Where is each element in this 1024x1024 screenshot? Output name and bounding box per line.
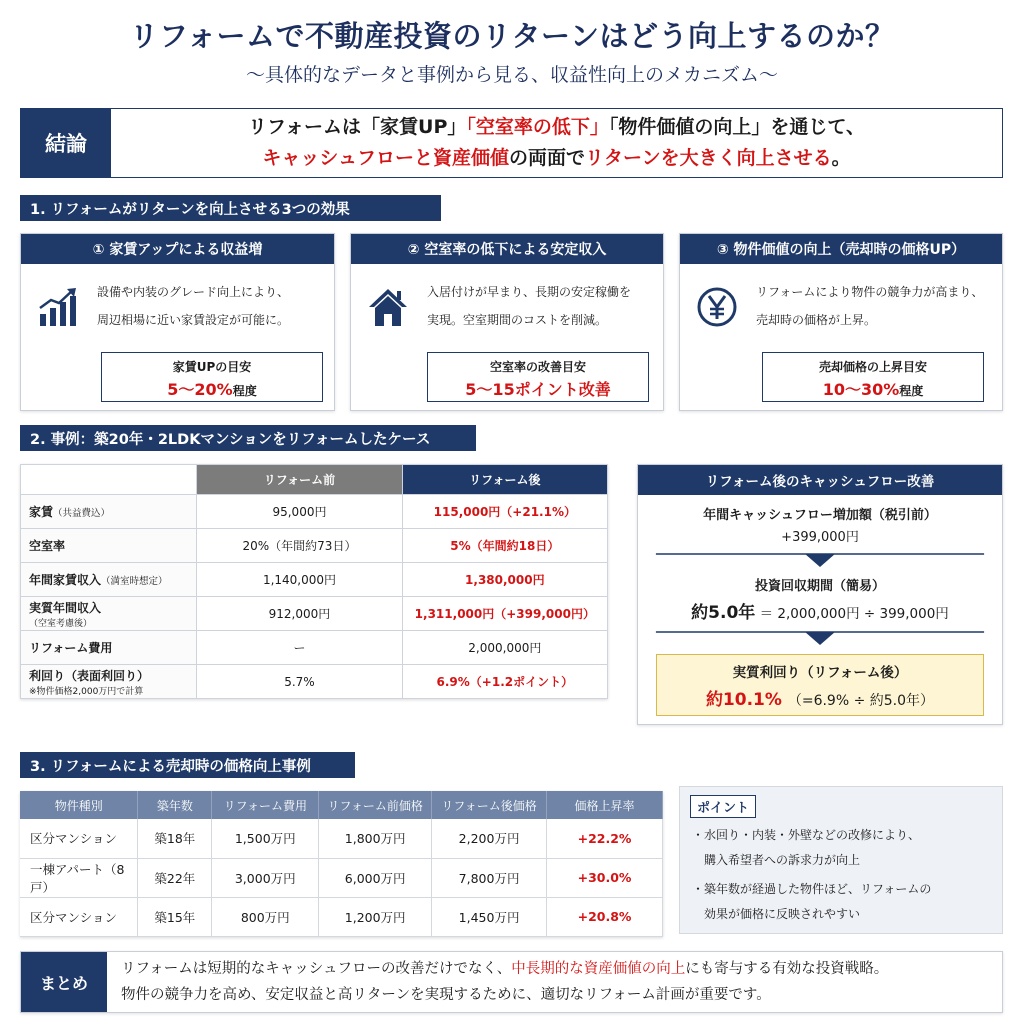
row-label [21, 665, 197, 699]
effect-description [427, 278, 631, 334]
table-row [21, 529, 608, 563]
page-title: リフォームで不動産投資のリターンはどう向上するのか？ [129, 19, 895, 53]
case-comparison-table [20, 464, 608, 699]
table-cell: 800万円 [212, 897, 319, 936]
table-cell: 築22年 [138, 858, 212, 897]
effect-target-value: 10〜30% [822, 380, 900, 399]
effect-desc-line: 設備や内装のグレード向上により、 [97, 285, 290, 299]
row-label-text: 利回り（表面利回り） [29, 668, 150, 683]
conclusion-tag: 結論 [21, 109, 111, 177]
bar-chart-up-icon [37, 286, 79, 328]
effect-target-suffix: 程度 [899, 384, 924, 398]
effect-desc-line: 売却時の価格が上昇。 [756, 313, 877, 327]
summary-text: リフォームは短期的なキャッシュフローの改善だけでなく、 [121, 961, 512, 977]
real-yield-formula: （=6.9% ÷ 約5.0年） [787, 693, 935, 709]
real-yield-box [656, 654, 984, 716]
row-label-text: 空室率 [29, 539, 66, 553]
effect-desc-line: リフォームにより物件の競争力が高まり、 [756, 285, 984, 299]
before-value: ー [197, 631, 402, 665]
down-arrow-icon [638, 553, 1002, 569]
table-cell: +20.8% [547, 897, 663, 936]
table-header-row [20, 791, 663, 819]
effect-heading: ③ 物件価値の向上（売却時の価格UP） [680, 234, 1002, 264]
table-cell: 3,000万円 [212, 858, 319, 897]
effect-target-label: 売却価格の上昇目安 [818, 360, 927, 374]
payback-formula: ＝ 2,000,000円 ÷ 399,000円 [759, 606, 949, 622]
point-item-line: ・築年数が経過した物件ほど、リフォームの [692, 882, 932, 896]
conclusion-text: リフォームは「家賃UP」 [247, 116, 467, 138]
payback-value: 約5.0年 [691, 603, 756, 623]
row-label [21, 529, 197, 563]
effect-target-box [762, 352, 984, 402]
effect-card-vacancy [350, 233, 664, 411]
table-row [21, 665, 608, 699]
after-value: 2,000,000円 [402, 631, 607, 665]
row-label [21, 597, 197, 631]
effect-heading: ② 空室率の低下による安定収入 [351, 234, 663, 264]
table-row [20, 858, 663, 897]
table-header-cell: リフォーム前価格 [319, 791, 432, 819]
table-row [21, 495, 608, 529]
point-item-line: 購入希望者への訴求力が向上 [704, 853, 861, 867]
conclusion-text: 「物件価値の向上」を通じて、 [608, 116, 866, 138]
table-cell: 1,200万円 [319, 897, 432, 936]
table-cell: 1,800万円 [319, 819, 432, 858]
table-header-cell [21, 465, 197, 495]
effect-desc-line: 実現。空室期間のコストを削減。 [427, 313, 608, 327]
row-label-text: リフォーム費用 [29, 641, 113, 655]
summary-tag: まとめ [21, 952, 107, 1012]
row-label-small: （満室時想定） [101, 576, 168, 587]
table-cell: 7,800万円 [432, 858, 547, 897]
conclusion-line-2 [262, 143, 850, 174]
table-row [21, 563, 608, 597]
row-label-note: （空室考慮後） [29, 618, 93, 629]
table-header-cell: 築年数 [138, 791, 212, 819]
summary-line-1 [121, 956, 1002, 982]
table-header-cell: 価格上昇率 [547, 791, 663, 819]
summary-line-2: 物件の競争力を高め、安定収益と高リターンを実現するために、適切なリフォーム計画が重要です。 [121, 987, 771, 1003]
table-cell: 1,450万円 [432, 897, 547, 936]
effect-desc-line: 入居付けが早まり、長期の安定稼働を [427, 285, 632, 299]
house-icon [367, 286, 409, 328]
effect-target-value: 5〜20% [167, 380, 233, 399]
effect-target-box [427, 352, 649, 402]
effect-target-label: 家賃UPの目安 [172, 360, 252, 374]
table-row [20, 897, 663, 936]
after-value: 5%（年間約18日） [402, 529, 607, 563]
cashflow-heading: リフォーム後のキャッシュフロー改善 [638, 465, 1002, 495]
cashflow-increase [638, 505, 1002, 549]
point-tag: ポイント [690, 795, 756, 818]
table-cell: +22.2% [547, 819, 663, 858]
effect-target-label: 空室率の改善目安 [489, 360, 586, 374]
conclusion-text: の両面で [508, 147, 585, 169]
table-cell: 築15年 [138, 897, 212, 936]
before-value: 5.7% [197, 665, 402, 699]
real-yield-label: 実質利回り（リフォーム後） [732, 665, 908, 681]
after-value: 115,000円（+21.1%） [402, 495, 607, 529]
table-cell: 一棟アパート（8戸） [20, 858, 138, 897]
conclusion-text-highlight: キャッシュフローと資産価値 [262, 147, 509, 169]
real-yield-value: 約10.1% [705, 690, 782, 710]
cashflow-increase-value: +399,000円 [781, 530, 859, 545]
table-header-cell: リフォーム費用 [212, 791, 319, 819]
effect-target-suffix: 程度 [232, 384, 257, 398]
effect-description [756, 278, 983, 334]
conclusion-line-1 [248, 112, 865, 143]
page-subtitle: 〜具体的なデータと事例から見る、収益性向上のメカニズム〜 [245, 64, 778, 86]
yen-icon [696, 286, 738, 328]
row-label [21, 631, 197, 665]
table-header-row [21, 465, 608, 495]
after-value: 1,380,000円 [402, 563, 607, 597]
section-3-title: 3. リフォームによる売却時の価格向上事例 [20, 752, 355, 778]
table-header-cell: リフォーム後 [402, 465, 607, 495]
table-row [20, 819, 663, 858]
effect-card-rent-up [20, 233, 335, 411]
row-label-small: （共益費込） [53, 508, 111, 519]
point-item [692, 877, 931, 927]
effect-target-value: 5〜15ポイント改善 [465, 380, 611, 399]
conclusion-box [20, 108, 1003, 178]
effect-description [97, 278, 289, 334]
conclusion-text-highlight: 「空室率の低下」 [466, 116, 609, 138]
table-cell: 築18年 [138, 819, 212, 858]
table-cell: 6,000万円 [319, 858, 432, 897]
effect-desc-line: 周辺相場に近い家賃設定が可能に。 [97, 313, 290, 327]
table-row [21, 631, 608, 665]
section-2-title: 2. 事例：築20年・2LDKマンションをリフォームしたケース [20, 425, 476, 451]
table-cell: 2,200万円 [432, 819, 547, 858]
table-header-cell: 物件種別 [20, 791, 138, 819]
point-item [692, 823, 920, 873]
effect-heading: ① 家賃アップによる収益増 [21, 234, 334, 264]
row-label-text: 年間家賃収入 [29, 573, 102, 587]
row-label-text: 家賃 [29, 505, 54, 519]
table-header-cell: リフォーム前 [197, 465, 402, 495]
before-value: 95,000円 [197, 495, 402, 529]
conclusion-text: 。 [831, 147, 851, 169]
table-cell: 1,500万円 [212, 819, 319, 858]
before-value: 912,000円 [197, 597, 402, 631]
table-header-cell: リフォーム後価格 [432, 791, 547, 819]
sale-price-table [20, 791, 663, 937]
conclusion-text-highlight: リターンを大きく向上させる [585, 147, 832, 169]
summary-box [20, 951, 1003, 1013]
after-value: 1,311,000円（+399,000円） [402, 597, 607, 631]
summary-text: にも寄与する有効な投資戦略。 [685, 961, 889, 977]
effect-card-asset-value [679, 233, 1003, 411]
table-cell: 区分マンション [20, 897, 138, 936]
table-cell: +30.0% [547, 858, 663, 897]
point-panel [679, 786, 1003, 934]
payback-label: 投資回収期間（簡易） [754, 579, 885, 594]
row-label-note: ※物件価格2,000万円で計算 [29, 686, 144, 697]
table-row [21, 597, 608, 631]
before-value: 1,140,000円 [197, 563, 402, 597]
row-label-text: 実質年間収入 [29, 600, 102, 615]
section-1-title: 1. リフォームがリターンを向上させる3つの効果 [20, 195, 441, 221]
cashflow-increase-label: 年間キャッシュフロー増加額（税引前） [703, 508, 937, 523]
payback-row [638, 598, 1002, 623]
point-item-line: 効果が価格に反映されやすい [704, 907, 861, 921]
summary-text-highlight: 中長期的な資産価値の向上 [511, 961, 686, 977]
point-item-line: ・水回り・内装・外壁などの改修により、 [692, 828, 921, 842]
before-value: 20%（年間約73日） [197, 529, 402, 563]
down-arrow-icon [638, 631, 1002, 647]
row-label [21, 495, 197, 529]
cashflow-panel [637, 464, 1003, 725]
after-value: 6.9%（+1.2ポイント） [402, 665, 607, 699]
table-cell: 区分マンション [20, 819, 138, 858]
row-label [21, 563, 197, 597]
effect-target-box [101, 352, 323, 402]
